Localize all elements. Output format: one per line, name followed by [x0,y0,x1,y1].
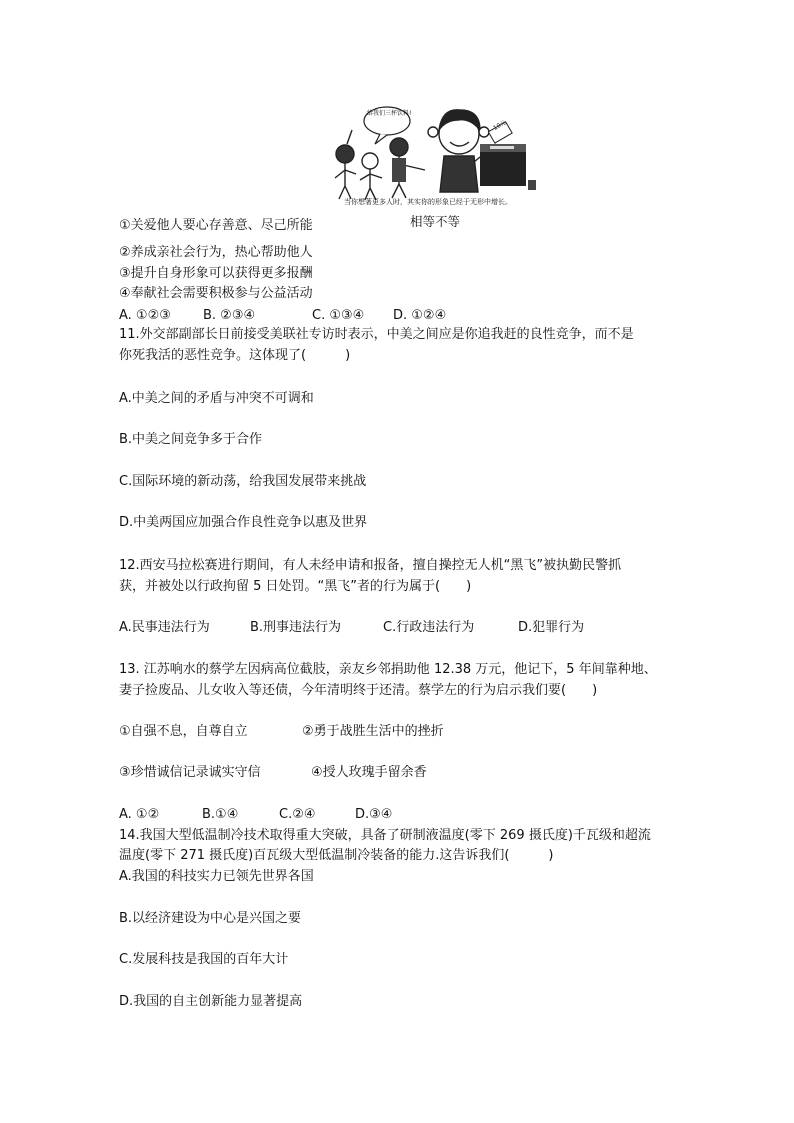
q14-choice-b: B.以经济建设为中心是兴国之要 [119,911,302,926]
q13-choice-c: C.②④ [279,807,316,822]
q13-stem-line1: 13. 江苏响水的蔡学左因病高位截肢，亲友乡邻捐助他 12.38 万元，他记下，5 年间靠种地、 [119,662,657,677]
q11-choice-c: C.国际环境的新动荡，给我国发展带来挑战 [119,474,367,489]
q12-choice-d: D.犯罪行为 [518,620,585,635]
price-tag-text: 10元 [492,119,508,132]
q10-statement-1: ①关爱他人要心存善意、尽己所能 [119,218,313,233]
q13-statement-2: ②勇于战胜生活中的挫折 [302,724,444,739]
cartoon-illustration [330,104,542,208]
q13-choice-a: A. ①② [119,807,160,822]
q13-statement-3: ③珍惜诚信记录诚实守信 [119,765,261,780]
q11-stem-line2: 你死我活的恶性竞争。这体现了( ) [119,348,351,363]
q10-choice-a: A. ①②③ [119,308,171,323]
q10-choice-d: D. ①②④ [393,308,447,323]
q12-stem-line2: 获，并被处以行政拘留 5 日处罚。“黑飞”者的行为属于( ) [119,579,472,594]
q13-statement-4: ④授人玫瑰手留余香 [311,765,427,780]
q12-choice-a: A.民事违法行为 [119,620,210,635]
q13-choice-b: B.①④ [202,807,239,822]
q11-stem-line1: 11.外交部副部长日前接受美联社专访时表示，中美之间应是你追我赶的良性竞争，而不是 [119,327,634,342]
q10-statement-2: ②养成亲社会行为，热心帮助他人 [119,245,313,260]
q10-choice-c: C. ①③④ [312,308,365,323]
speech-bubble-text: 给我们三杯饮料! [367,110,412,117]
q11-choice-a: A.中美之间的矛盾与冲突不可调和 [119,391,314,406]
q13-statement-1: ①自强不息，自尊自立 [119,724,248,739]
cartoon-caption: 当你想著更多人时，其实你的形象已经于无形中增长。 [344,198,512,206]
cartoon-drawing [330,104,542,208]
cartoon-title: 相等不等 [410,214,461,229]
q12-choice-b: B.刑事违法行为 [250,620,342,635]
q14-choice-d: D.我国的自主创新能力显著提高 [119,994,303,1009]
q14-choice-a: A.我国的科技实力已领先世界各国 [119,869,314,884]
q10-statement-3: ③提升自身形象可以获得更多报酬 [119,266,313,281]
q12-choice-c: C.行政违法行为 [383,620,475,635]
q10-statement-4: ④奉献社会需要积极参与公益活动 [119,286,313,301]
q14-stem-line1: 14.我国大型低温制冷技术取得重大突破，具备了研制液温度(零下 269 摄氏度)千瓦级和超流 [119,828,651,843]
q12-stem-line1: 12.西安马拉松赛进行期间，有人未经申请和报备，擅自操控无人机“黑飞”被执勤民警抓 [119,558,622,573]
q14-stem-line2: 温度(零下 271 摄氏度)百瓦级大型低温制冷装备的能力.这告诉我们( ) [119,848,554,863]
q14-choice-c: C.发展科技是我国的百年大计 [119,952,289,967]
q13-stem-line2: 妻子捡废品、儿女收入等还债，今年清明终于还清。蔡学左的行为启示我们要( ) [119,683,598,698]
q13-choice-d: D.③④ [355,807,393,822]
q11-choice-b: B.中美之间竞争多于合作 [119,432,263,447]
q10-choice-b: B. ②③④ [203,308,256,323]
q11-choice-d: D.中美两国应加强合作良性竞争以惠及世界 [119,515,368,530]
